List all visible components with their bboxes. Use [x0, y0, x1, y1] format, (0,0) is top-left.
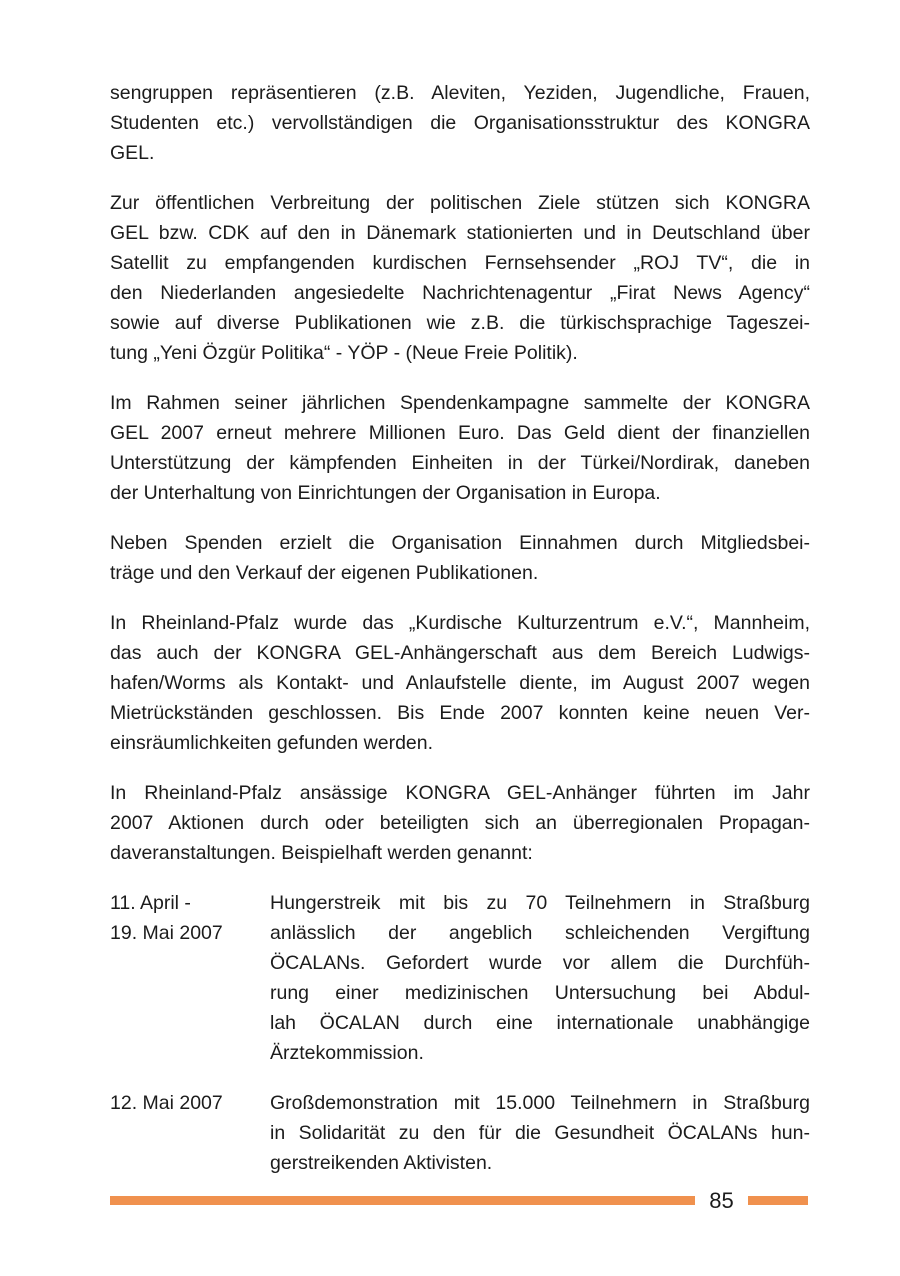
text-line: Satellit zu empfangenden kurdischen Fernsehsender „ROJ TV“, die in	[110, 252, 810, 274]
text-line: anlässlich der angeblich schleichenden Vergiftung	[270, 922, 810, 944]
event-date-list	[110, 888, 810, 1178]
text-line: sengruppen repräsentieren (z.B. Aleviten, Yeziden, Jugendliche, Frauen,	[110, 82, 810, 104]
body-paragraphs	[110, 78, 810, 868]
paragraph	[110, 388, 810, 508]
text-line: Neben Spenden erzielt die Organisation Einnahmen durch Mitgliedsbei-	[110, 532, 810, 554]
text-line: In Rheinland-Pfalz ansässige KONGRA GEL-Anhänger führten im Jahr	[110, 782, 810, 804]
event-date-line: 11. April -	[110, 892, 191, 914]
footer-rule-long	[110, 1196, 695, 1205]
text-line: GEL.	[110, 142, 155, 164]
text-line: Unterstützung der kämpfenden Einheiten in der Türkei/Nordirak, daneben	[110, 452, 810, 474]
text-line: ÖCALANs. Gefordert wurde vor allem die Durchfüh-	[270, 952, 810, 974]
text-line: das auch der KONGRA GEL-Anhängerschaft aus dem Bereich Ludwigs-	[110, 642, 810, 664]
paragraph	[110, 188, 810, 368]
text-line: rung einer medizinischen Untersuchung bei Abdul-	[270, 982, 810, 1004]
text-line: Mietrückständen geschlossen. Bis Ende 2007 konnten keine neuen Ver-	[110, 702, 810, 724]
event-description	[270, 888, 810, 1068]
text-line: 2007 Aktionen durch oder beteiligten sich an überregionalen Propagan-	[110, 812, 810, 834]
text-line: Im Rahmen seiner jährlichen Spendenkampagne sammelte der KONGRA	[110, 392, 810, 414]
event-date	[110, 888, 270, 1068]
paragraph	[110, 528, 810, 588]
paragraph	[110, 78, 810, 168]
text-line: tung „Yeni Özgür Politika“ - YÖP - (Neue Freie Politik).	[110, 342, 578, 364]
paragraph	[110, 608, 810, 758]
text-line: Zur öffentlichen Verbreitung der politischen Ziele stützen sich KONGRA	[110, 192, 810, 214]
text-line: GEL 2007 erneut mehrere Millionen Euro. Das Geld dient der finanziellen	[110, 422, 810, 444]
text-line: träge und den Verkauf der eigenen Publikationen.	[110, 562, 539, 584]
text-line: daveranstaltungen. Beispielhaft werden genannt:	[110, 842, 533, 864]
text-line: GEL bzw. CDK auf den in Dänemark stationierten und in Deutschland über	[110, 222, 810, 244]
event-entry	[110, 1088, 810, 1178]
event-entry	[110, 888, 810, 1068]
text-line: einsräumlichkeiten gefunden werden.	[110, 732, 434, 754]
event-date-line: 12. Mai 2007	[110, 1092, 223, 1114]
text-line: den Niederlanden angesiedelte Nachrichtenagentur „Firat News Agency“	[110, 282, 810, 304]
text-line: der Unterhaltung von Einrichtungen der Organisation in Europa.	[110, 482, 661, 504]
footer-rule-short	[748, 1196, 808, 1205]
text-line: sowie auf diverse Publikationen wie z.B. die türkischsprachige Tageszei-	[110, 312, 810, 334]
text-line: lah ÖCALAN durch eine internationale unabhängige	[270, 1012, 810, 1034]
text-line: gerstreikenden Aktivisten.	[270, 1152, 493, 1174]
page-content	[110, 78, 810, 1198]
event-date-line: 19. Mai 2007	[110, 922, 223, 944]
paragraph	[110, 778, 810, 868]
event-date	[110, 1088, 270, 1178]
text-line: Hungerstreik mit bis zu 70 Teilnehmern in Straßburg	[270, 892, 810, 914]
event-description	[270, 1088, 810, 1178]
text-line: In Rheinland-Pfalz wurde das „Kurdische Kulturzentrum e.V.“, Mannheim,	[110, 612, 810, 634]
text-line: Ärztekommission.	[270, 1042, 424, 1064]
text-line: hafen/Worms als Kontakt- und Anlaufstelle diente, im August 2007 wegen	[110, 672, 810, 694]
text-line: Großdemonstration mit 15.000 Teilnehmern in Straßburg	[270, 1092, 810, 1114]
text-line: Studenten etc.) vervollständigen die Organisationsstruktur des KONGRA	[110, 112, 810, 134]
page-number: 85	[709, 1188, 734, 1213]
text-line: in Solidarität zu den für die Gesundheit ÖCALANs hun-	[270, 1122, 810, 1144]
